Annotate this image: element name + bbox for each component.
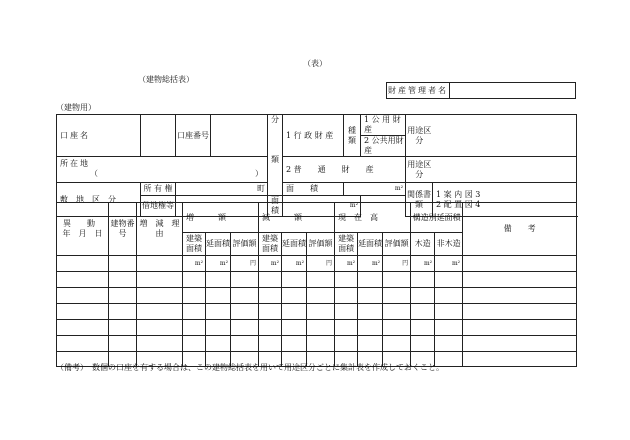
cell[interactable] bbox=[137, 256, 183, 272]
cell[interactable] bbox=[231, 304, 259, 320]
cell[interactable] bbox=[358, 336, 383, 352]
cell[interactable] bbox=[109, 288, 137, 304]
yoto-kubun-label-2: 用途区分 bbox=[406, 157, 433, 183]
genzaidaka-header: 現 在 高 bbox=[335, 203, 411, 233]
cell[interactable] bbox=[206, 272, 231, 288]
unit-m2: m² bbox=[346, 259, 356, 267]
unit-cell[interactable] bbox=[282, 256, 307, 272]
section-label: （建物用） bbox=[56, 103, 96, 112]
unit-cell[interactable] bbox=[307, 256, 335, 272]
cell[interactable] bbox=[463, 272, 577, 288]
unit-cell[interactable] bbox=[183, 256, 206, 272]
cell[interactable] bbox=[435, 272, 463, 288]
cell[interactable] bbox=[383, 320, 411, 336]
unit-cell[interactable] bbox=[231, 256, 259, 272]
shoyuken-label: 所 有 権 bbox=[141, 183, 176, 196]
bikou-header: 備 考 bbox=[463, 203, 577, 256]
unit-cell[interactable] bbox=[259, 256, 282, 272]
table-row bbox=[57, 304, 577, 320]
cell[interactable] bbox=[57, 304, 109, 320]
cell[interactable] bbox=[183, 304, 206, 320]
cell[interactable] bbox=[335, 336, 358, 352]
unit-m2: m² bbox=[451, 259, 461, 267]
cell[interactable] bbox=[335, 320, 358, 336]
cell[interactable] bbox=[206, 336, 231, 352]
cell[interactable] bbox=[358, 288, 383, 304]
menseki-label-1: 面 積 bbox=[283, 183, 344, 196]
gyosei-zaisan: 1 行 政 財 産 bbox=[283, 115, 344, 157]
cell[interactable] bbox=[282, 288, 307, 304]
unit-m2: m² bbox=[270, 259, 280, 267]
cell[interactable] bbox=[109, 304, 137, 320]
blank-rows bbox=[57, 272, 577, 367]
gengaku-nobe: 延面積 bbox=[282, 233, 307, 256]
cell[interactable] bbox=[57, 272, 109, 288]
cell[interactable] bbox=[137, 336, 183, 352]
cell[interactable] bbox=[335, 272, 358, 288]
cell[interactable] bbox=[109, 272, 137, 288]
shakuchiken-label: 借地権等 bbox=[141, 196, 176, 217]
cell[interactable] bbox=[383, 272, 411, 288]
unit-m2: m² bbox=[423, 259, 433, 267]
cell[interactable] bbox=[411, 304, 435, 320]
cell[interactable] bbox=[435, 304, 463, 320]
manager-label: 財産管理者名 bbox=[387, 83, 450, 99]
form-number: （表） bbox=[303, 59, 327, 68]
table-row bbox=[57, 256, 577, 272]
cell[interactable] bbox=[109, 320, 137, 336]
cell[interactable] bbox=[383, 304, 411, 320]
unit-yen: 円 bbox=[250, 259, 257, 267]
unit-m2: m² bbox=[295, 259, 305, 267]
haichi-zu: 2 配 置 図 4 bbox=[436, 199, 481, 209]
futsu-zaisan: 2 普 通 財 産 bbox=[283, 157, 406, 183]
koyo-zaisan: 1 公 用 財 産 bbox=[361, 115, 406, 136]
cell[interactable] bbox=[435, 288, 463, 304]
cell[interactable] bbox=[411, 336, 435, 352]
cell[interactable] bbox=[358, 304, 383, 320]
shozaichi-field[interactable] bbox=[57, 157, 268, 183]
cell[interactable] bbox=[282, 336, 307, 352]
cell[interactable] bbox=[358, 320, 383, 336]
cell[interactable] bbox=[259, 288, 282, 304]
cell[interactable] bbox=[282, 304, 307, 320]
unit-cell[interactable] bbox=[435, 256, 463, 272]
ido-date-bottom: 年 月 日 bbox=[62, 229, 103, 238]
cell[interactable] bbox=[231, 272, 259, 288]
zougaku-header: 増 額 bbox=[183, 203, 259, 233]
cell[interactable] bbox=[137, 288, 183, 304]
cell[interactable] bbox=[231, 336, 259, 352]
bunrui-top: 分 bbox=[271, 115, 279, 124]
kouza-bangou-label: 口座番号 bbox=[176, 115, 211, 157]
yoto-kubun-label-1: 用途区分 bbox=[406, 115, 433, 157]
m2-unit: m² bbox=[349, 202, 358, 209]
manager-field[interactable] bbox=[450, 83, 576, 99]
machi-label: 町 bbox=[257, 184, 265, 193]
shozaichi-label: 所在地 bbox=[60, 159, 90, 168]
cell[interactable] bbox=[57, 256, 109, 272]
cell[interactable] bbox=[463, 336, 577, 352]
unit-cell[interactable] bbox=[358, 256, 383, 272]
cell[interactable] bbox=[231, 288, 259, 304]
unit-m2: m² bbox=[219, 259, 228, 267]
unit-m2: m² bbox=[371, 259, 381, 267]
kokyoyo-zaisan: 2 公共用財産 bbox=[361, 136, 406, 157]
bunrui-label bbox=[268, 115, 283, 196]
unit-m2: m² bbox=[194, 259, 203, 267]
cell[interactable] bbox=[109, 256, 137, 272]
yoto-kubun-field-2[interactable] bbox=[433, 157, 577, 183]
cell[interactable] bbox=[307, 288, 335, 304]
form-title: （建物総括表） bbox=[138, 75, 194, 84]
kankei-shorui-label: 関係書類 bbox=[406, 183, 433, 217]
m2-unit: m² bbox=[394, 185, 403, 192]
unit-yen: 円 bbox=[326, 259, 333, 267]
cell[interactable] bbox=[411, 272, 435, 288]
cell[interactable] bbox=[57, 288, 109, 304]
cell[interactable] bbox=[137, 320, 183, 336]
cell[interactable] bbox=[183, 336, 206, 352]
shoyuken-field[interactable] bbox=[176, 183, 268, 196]
cell[interactable] bbox=[206, 304, 231, 320]
zougaku-kenchiku: 建築面積 bbox=[183, 233, 206, 256]
menseki-label-2: 面 積 bbox=[268, 196, 283, 217]
manager-box bbox=[386, 82, 576, 99]
cell[interactable] bbox=[307, 304, 335, 320]
cell[interactable] bbox=[282, 272, 307, 288]
unit-yen: 円 bbox=[402, 259, 409, 267]
cell[interactable] bbox=[463, 320, 577, 336]
paren-open: （ bbox=[90, 169, 100, 178]
cell[interactable] bbox=[463, 288, 577, 304]
cell[interactable] bbox=[411, 320, 435, 336]
mokuzou-header: 木造 bbox=[411, 233, 435, 256]
shu-bottom: 類 bbox=[348, 135, 356, 145]
table-row bbox=[57, 320, 577, 336]
cell[interactable] bbox=[57, 336, 109, 352]
cell[interactable] bbox=[307, 336, 335, 352]
zougaku-hyoka: 評価額 bbox=[231, 233, 259, 256]
shu-label bbox=[344, 115, 361, 157]
cell[interactable] bbox=[183, 320, 206, 336]
ido-date-header bbox=[57, 203, 109, 256]
kouzo-betsu-header: 構造別延面積 bbox=[411, 203, 463, 233]
cell[interactable] bbox=[259, 304, 282, 320]
cell[interactable] bbox=[435, 320, 463, 336]
cell[interactable] bbox=[206, 320, 231, 336]
cell[interactable] bbox=[282, 320, 307, 336]
genzai-kenchiku: 建築面積 bbox=[335, 233, 358, 256]
table-row bbox=[57, 336, 577, 352]
menseki-field-1[interactable] bbox=[344, 183, 406, 196]
cell[interactable] bbox=[259, 272, 282, 288]
cell[interactable] bbox=[307, 320, 335, 336]
cell[interactable] bbox=[137, 272, 183, 288]
cell[interactable] bbox=[231, 320, 259, 336]
cell[interactable] bbox=[463, 256, 577, 272]
cell[interactable] bbox=[358, 272, 383, 288]
ido-date-top: 異 動 bbox=[63, 219, 95, 228]
paren-close: ） bbox=[255, 169, 265, 178]
cell[interactable] bbox=[57, 320, 109, 336]
annai-zu: 1 案 内 図 3 bbox=[436, 189, 481, 199]
cell[interactable] bbox=[109, 336, 137, 352]
cell[interactable] bbox=[259, 320, 282, 336]
kouza-bangou-field[interactable] bbox=[211, 115, 268, 157]
zougen-riyu-header: 増 減 理 由 bbox=[137, 203, 183, 256]
yoto-kubun-field-1[interactable] bbox=[433, 115, 577, 157]
hi-mokuzou-header: 非木造 bbox=[435, 233, 463, 256]
cell[interactable] bbox=[383, 288, 411, 304]
gengaku-header: 減 額 bbox=[259, 203, 335, 233]
unit-cell[interactable] bbox=[383, 256, 411, 272]
unit-cell[interactable] bbox=[411, 256, 435, 272]
gengaku-hyoka: 評価額 bbox=[307, 233, 335, 256]
cell[interactable] bbox=[259, 336, 282, 352]
kouzamei-label: 口座名 bbox=[57, 115, 141, 157]
zougaku-nobe: 延面積 bbox=[206, 233, 231, 256]
shikichi-kubun-label: 敷 地 区 分 bbox=[57, 183, 141, 217]
unit-cell[interactable] bbox=[206, 256, 231, 272]
table-row bbox=[57, 272, 577, 288]
cell[interactable] bbox=[183, 272, 206, 288]
cell[interactable] bbox=[463, 352, 577, 367]
cell[interactable] bbox=[435, 336, 463, 352]
genzai-nobe: 延面積 bbox=[358, 233, 383, 256]
cell[interactable] bbox=[463, 304, 577, 320]
gengaku-kenchiku: 建築面積 bbox=[259, 233, 282, 256]
tatemono-bangou-header: 建物番号 bbox=[109, 203, 137, 256]
note-text: （備考） 数個の口座を有する場合は、この建物総括表を用いて用途区分ごとに集計表を作成しておくこと。 bbox=[56, 363, 444, 372]
cell[interactable] bbox=[183, 288, 206, 304]
cell[interactable] bbox=[137, 304, 183, 320]
unit-cell[interactable] bbox=[335, 256, 358, 272]
cell[interactable] bbox=[411, 288, 435, 304]
table-row bbox=[57, 288, 577, 304]
cell[interactable] bbox=[307, 272, 335, 288]
shu-top: 種 bbox=[348, 125, 356, 135]
cell[interactable] bbox=[206, 288, 231, 304]
bunrui-bottom: 類 bbox=[271, 155, 279, 164]
cell[interactable] bbox=[383, 336, 411, 352]
cell[interactable] bbox=[335, 288, 358, 304]
genzai-hyoka: 評価額 bbox=[383, 233, 411, 256]
cell[interactable] bbox=[335, 304, 358, 320]
kouzamei-field[interactable] bbox=[141, 115, 176, 157]
